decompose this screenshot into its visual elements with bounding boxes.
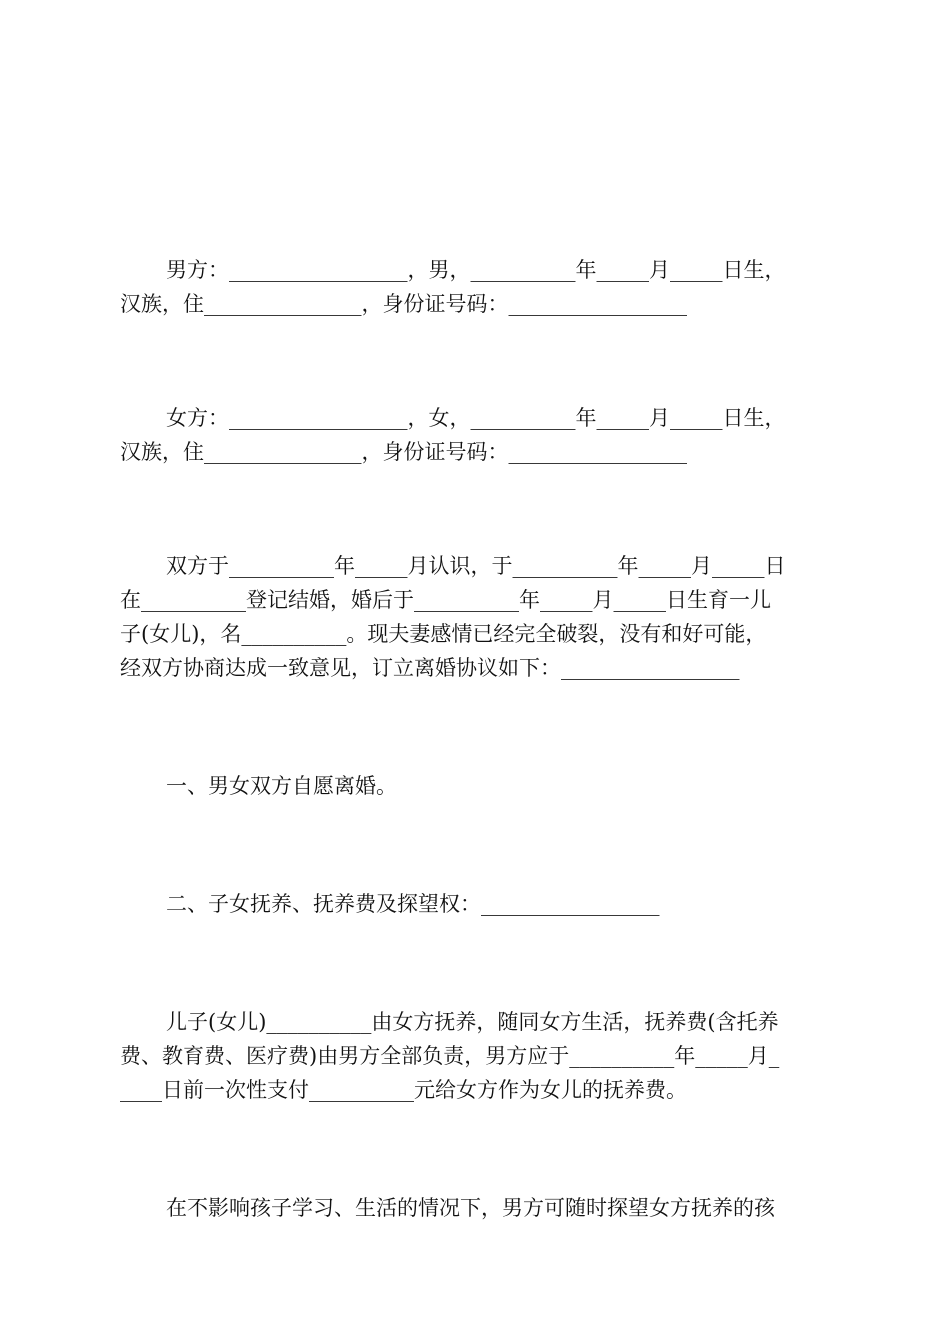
female-party-line-1: 女方：_________________，女，__________年_____月_____日生， — [166, 406, 786, 430]
female-party-paragraph — [120, 401, 840, 469]
background-line-3: 子(女儿)，名__________。现夫妻感情已经完全破裂，没有和好可能， — [120, 622, 767, 646]
male-party-line-1: 男方：_________________，男，__________年_____月_____日生， — [166, 258, 786, 282]
background-paragraph — [120, 549, 840, 685]
background-line-2: 在__________登记结婚，婚后于__________年_____月_____日生育一儿 — [120, 588, 771, 612]
child-support-line-3: ____日前一次性支付__________元给女方作为女儿的抚养费。 — [120, 1078, 687, 1102]
clause-1-text: 一、男女双方自愿离婚。 — [166, 774, 397, 798]
background-line-4: 经双方协商达成一致意见，订立离婚协议如下：_________________ — [120, 656, 740, 680]
clause-2-paragraph — [120, 887, 840, 921]
male-party-paragraph — [120, 253, 840, 321]
visitation-paragraph — [120, 1191, 840, 1225]
document-body — [120, 253, 840, 1225]
child-support-line-1: 儿子(女儿)__________由女方抚养，随同女方生活，抚养费(含托养 — [166, 1010, 779, 1034]
child-support-paragraph — [120, 1005, 840, 1107]
visitation-line-1: 在不影响孩子学习、生活的情况下，男方可随时探望女方抚养的孩 — [166, 1196, 775, 1220]
male-party-line-2: 汉族，住_______________，身份证号码：_________________ — [120, 292, 687, 316]
child-support-line-2: 费、教育费、医疗费)由男方全部负责，男方应于__________年_____月_ — [120, 1044, 780, 1068]
clause-2-text: 二、子女抚养、抚养费及探望权：_________________ — [166, 892, 660, 916]
background-line-1: 双方于__________年_____月认识，于__________年_____月_____日 — [166, 554, 786, 578]
clause-1-paragraph — [120, 769, 840, 803]
female-party-line-2: 汉族，住_______________，身份证号码：_________________ — [120, 440, 687, 464]
